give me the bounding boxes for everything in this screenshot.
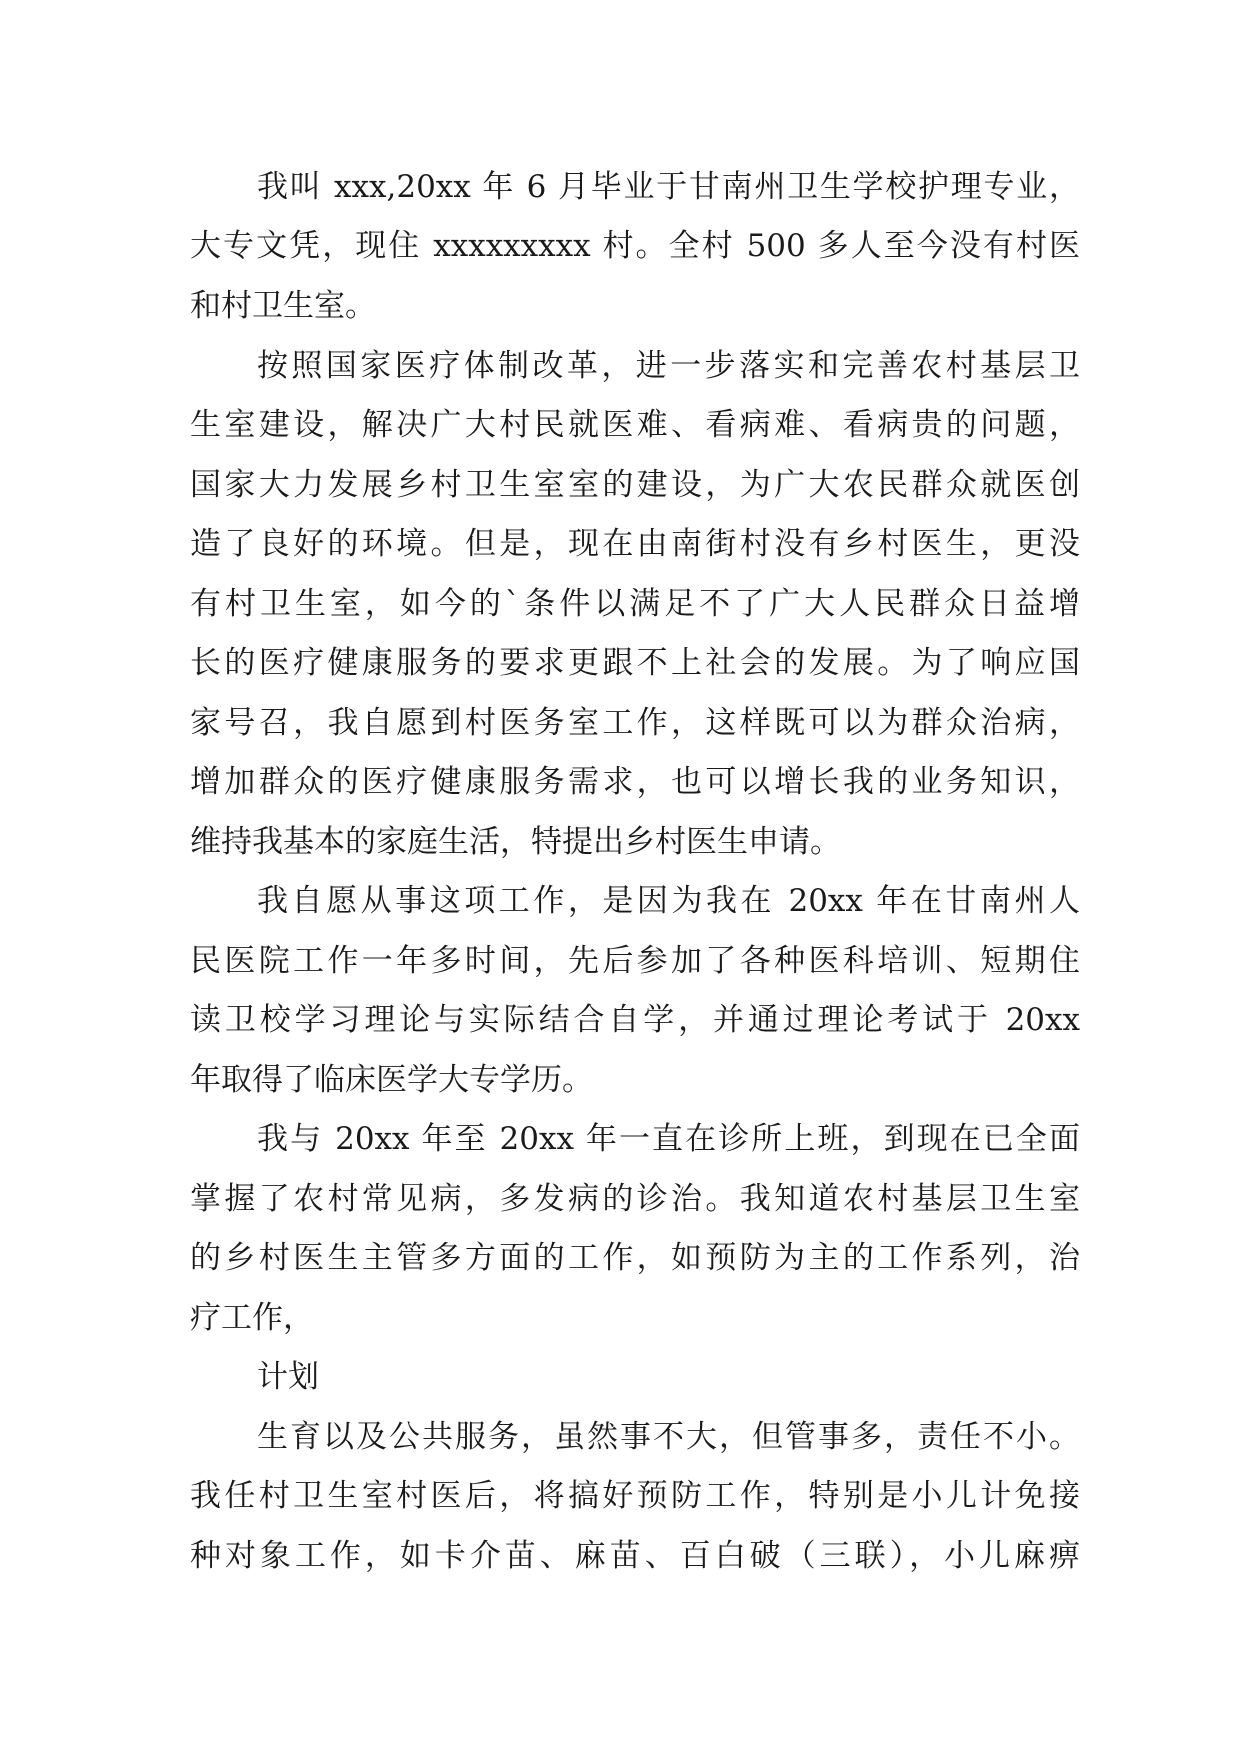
text-line-5: 生室建设，解决广大村民就医难、看病难、看病贵的问题， bbox=[190, 407, 1080, 443]
text-line-22: 生育以及公共服务，虽然事不大，但管事多，责任不小。 bbox=[257, 1419, 1080, 1455]
text-line-9: 长的医疗健康服务的要求更跟不上社会的发展。为了响应国 bbox=[190, 645, 1080, 681]
text-line-21: 计划 bbox=[257, 1359, 319, 1395]
text-line-19: 的乡村医生主管多方面的工作，如预防为主的工作系列，治 bbox=[190, 1240, 1080, 1276]
text-line-23: 我任村卫生室村医后，将搞好预防工作，特别是小儿计免接 bbox=[190, 1478, 1080, 1514]
text-line-10: 家号召，我自愿到村医务室工作，这样既可以为群众治病， bbox=[190, 705, 1080, 741]
text-line-18: 掌握了农村常见病，多发病的诊治。我知道农村基层卫生室 bbox=[190, 1181, 1080, 1217]
text-line-15: 读卫校学习理论与实际结合自学，并通过理论考试于 20xx bbox=[190, 1002, 1080, 1038]
text-line-1: 我叫 xxx,20xx 年 6 月毕业于甘南州卫生学校护理专业， bbox=[257, 169, 1080, 205]
text-line-7: 造了良好的环境。但是，现在由南街村没有乡村医生，更没 bbox=[190, 526, 1080, 562]
text-line-4: 按照国家医疗体制改革，进一步落实和完善农村基层卫 bbox=[257, 348, 1080, 384]
text-line-17: 我与 20xx 年至 20xx 年一直在诊所上班，到现在已全面 bbox=[257, 1121, 1080, 1157]
text-line-8: 有村卫生室，如今的`条件以满足不了广大人民群众日益增 bbox=[190, 586, 1080, 622]
text-line-6: 国家大力发展乡村卫生室室的建设，为广大农民群众就医创 bbox=[190, 467, 1080, 503]
text-line-24: 种对象工作，如卡介苗、麻苗、百白破（三联），小儿麻痹 bbox=[190, 1538, 1080, 1574]
text-line-20: 疗工作， bbox=[190, 1300, 314, 1336]
text-line-3: 和村卫生室。 bbox=[190, 288, 376, 324]
text-line-16: 年取得了临床医学大专学历。 bbox=[190, 1062, 593, 1098]
text-line-14: 民医院工作一年多时间，先后参加了各种医科培训、短期住 bbox=[190, 943, 1080, 979]
text-line-2: 大专文凭，现住 xxxxxxxxx 村。全村 500 多人至今没有村医 bbox=[190, 228, 1080, 264]
text-line-11: 增加群众的医疗健康服务需求，也可以增长我的业务知识， bbox=[190, 764, 1080, 800]
text-line-12: 维持我基本的家庭生活，特提出乡村医生申请。 bbox=[190, 824, 841, 860]
text-line-13: 我自愿从事这项工作，是因为我在 20xx 年在甘南州人 bbox=[257, 883, 1080, 919]
